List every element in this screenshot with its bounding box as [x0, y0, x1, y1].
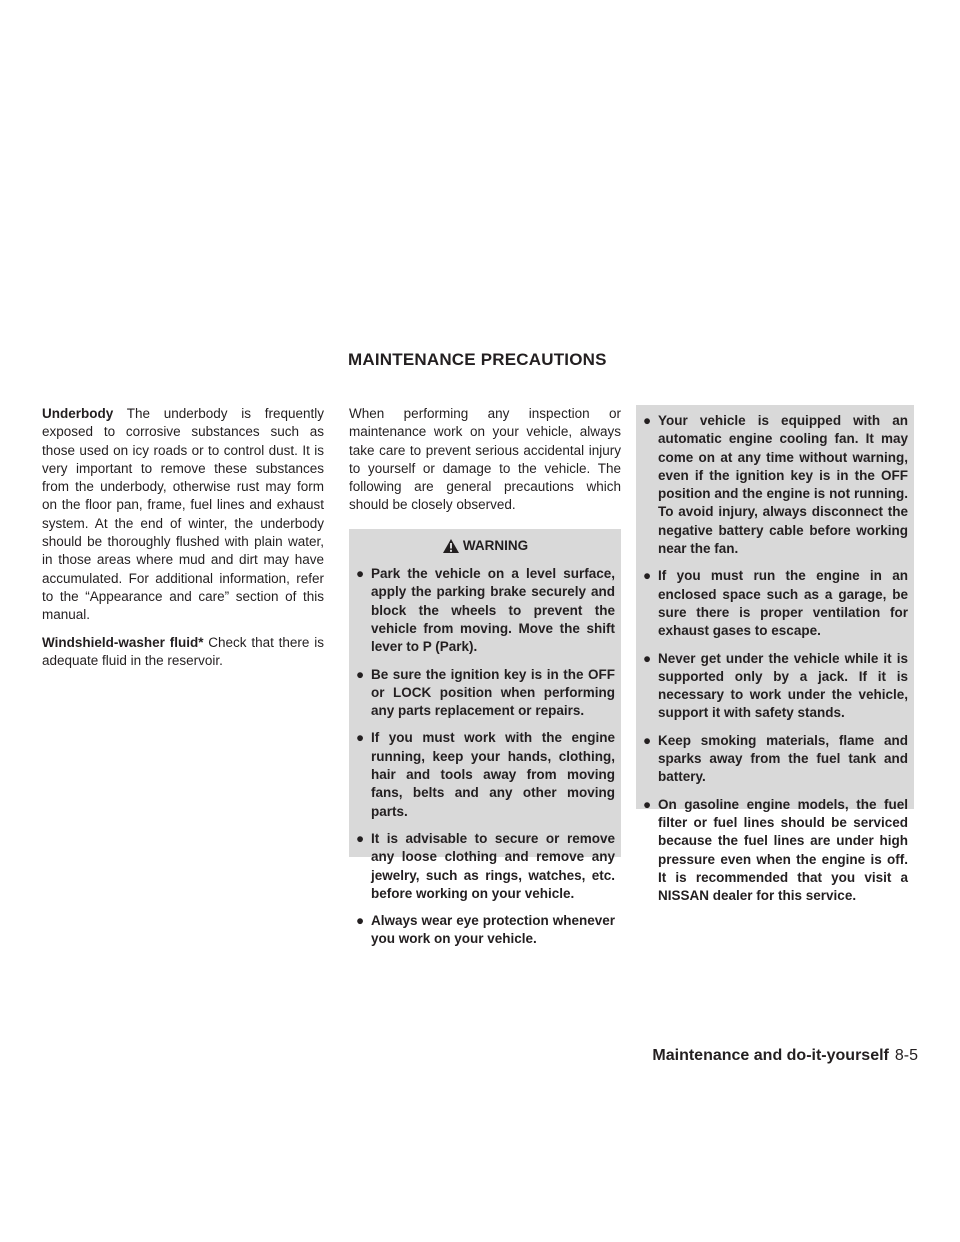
warning-label: WARNING	[462, 537, 529, 553]
underbody-paragraph	[42, 405, 324, 625]
list-item: ● On gasoline engine models, the fuel filter or fuel lines should be serviced because the fuel lines are under high pressure even when the engine is off. It is recommended that you visit a NISSAN dealer for this service.	[643, 796, 908, 904]
bullet-icon: ●	[356, 730, 365, 746]
list-item: ● Your vehicle is equipped with an automatic engine cooling fan. It may come on at any time without warning, even if the ignition key is in the OFF position and the engine is not running. To avoid injury, always disconnect the negative battery cable before working near the fan.	[643, 413, 908, 557]
bullet-icon: ●	[643, 650, 652, 666]
warning-header	[355, 537, 615, 555]
list-item: ● Always wear eye protection whenever you work on your vehicle.	[356, 913, 615, 947]
warning-box	[349, 529, 621, 947]
list-item: ● Keep smoking materials, flame and sparks away from the fuel tank and battery.	[643, 732, 908, 785]
column-right	[636, 405, 914, 904]
column-middle	[349, 405, 621, 947]
column-left	[42, 405, 324, 679]
list-item: ● If you must work with the engine running, keep your hands, clothing, hair and tools away from moving fans, belts and any other moving parts.	[356, 730, 615, 819]
list-item: ● If you must run the engine in an enclosed space such as a garage, be sure there is proper ventilation for exhaust gases to escape.	[643, 568, 908, 639]
bullet-icon: ●	[643, 732, 652, 748]
list-item: ● Be sure the ignition key is in the OFF or LOCK position when performing any parts replacement or repairs.	[356, 666, 615, 719]
bullet-icon: ●	[643, 796, 652, 812]
warning-box-continued	[636, 405, 914, 904]
warning-triangle-icon	[442, 538, 460, 554]
section-title: MAINTENANCE PRECAUTIONS	[348, 350, 607, 369]
bullet-icon: ●	[356, 666, 365, 682]
warning-list	[355, 565, 615, 949]
precautions-intro: When performing any inspection or maintenance work on your vehicle, always take care to prevent serious accidental injury to yourself or damage to the vehicle. The following are general precautions which should be closely observed.	[349, 406, 621, 513]
underbody-text: The underbody is frequently exposed to corrosive substances such as those used on icy roads or to control dust. It is very important to remove these substances from the underbody, otherwise rust may form on the floor pan, frame, fuel lines and exhaust system. At the end of winter, the underbody should be thoroughly flushed with plain water, in those areas where mud and dirt may have accumulated. For additional information, refer to the “Appearance and care” section of this manual.	[42, 406, 324, 623]
warning-list-continued	[642, 412, 908, 905]
washer-fluid-paragraph	[42, 634, 324, 671]
bullet-icon: ●	[643, 413, 652, 428]
list-item: ● Never get under the vehicle while it is supported only by a jack. If it is necessary to work under the vehicle, support it with safety stands.	[643, 650, 908, 721]
bullet-icon: ●	[356, 566, 365, 582]
bullet-icon: ●	[643, 568, 652, 584]
washer-fluid-text: Check that there is adequate fluid in the reservoir.	[42, 634, 324, 668]
bullet-icon: ●	[356, 913, 365, 929]
bullet-icon: ●	[356, 830, 365, 846]
underbody-label: Underbody	[42, 406, 114, 421]
page-footer	[652, 1047, 918, 1065]
chapter-title: Maintenance and do-it-yourself	[652, 1047, 889, 1064]
list-item: ● It is advisable to secure or remove any loose clothing and remove any jewelry, such as rings, watches, etc. before working on your vehicle.	[356, 830, 615, 901]
list-item: ● Park the vehicle on a level surface, apply the parking brake securely and block the wheels to prevent the vehicle from moving. Move the shift lever to P (Park).	[356, 566, 615, 655]
page-number: 8-5	[894, 1047, 918, 1064]
washer-fluid-label: Windshield-washer fluid*	[42, 634, 204, 650]
